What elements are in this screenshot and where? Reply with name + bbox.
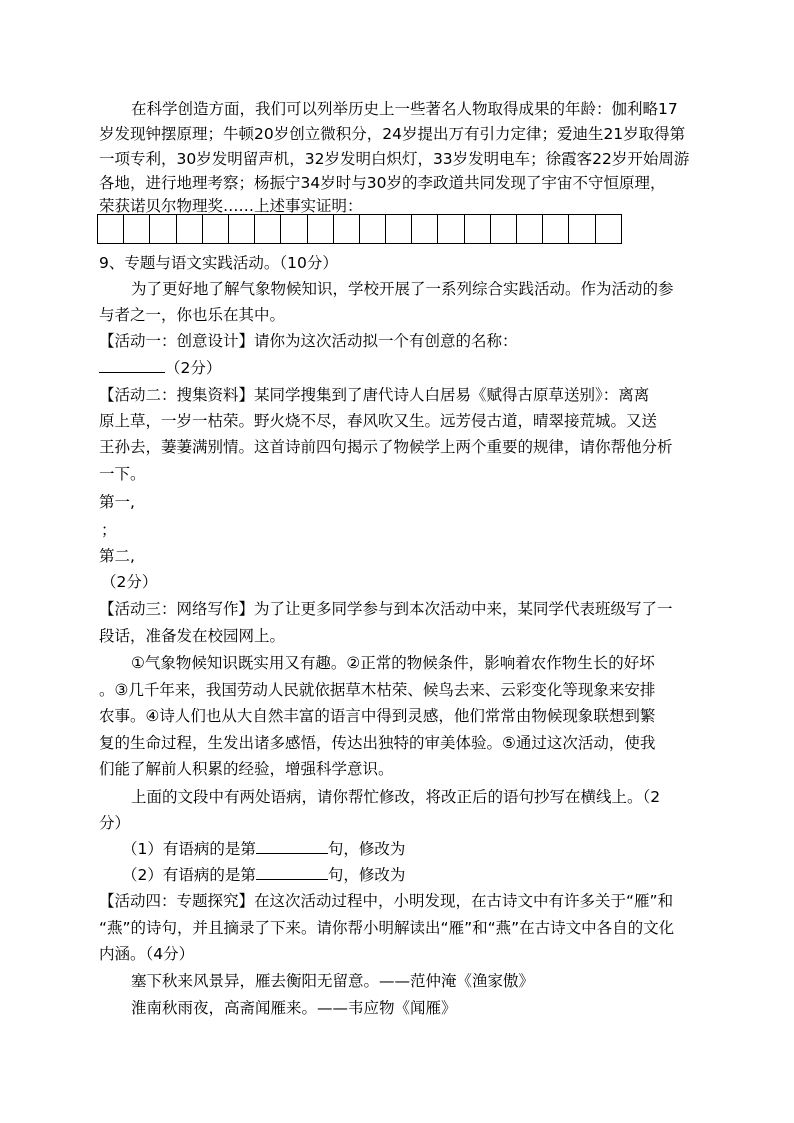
- activity-three-line: 段话，准备发在校园网上。: [99, 627, 286, 645]
- fix-one: （1）有语病的是第 句，修改为: [122, 840, 406, 858]
- activity-two-line: 一下。: [99, 465, 146, 483]
- name-blank[interactable]: [99, 358, 165, 373]
- grid-cell[interactable]: [360, 214, 386, 244]
- sentence-number-blank[interactable]: [256, 839, 328, 854]
- paragraph-line: 复的生命过程，生发出诸多感悟，传达出独特的审美体验。⑤通过这次活动，使我: [99, 734, 656, 752]
- poem-line: 塞下秋来风景异，雁去衡阳无留意。——范仲淹《渔家傲》: [131, 972, 535, 990]
- activity-one-answer: [99, 358, 221, 378]
- sentence-number-blank[interactable]: [256, 865, 328, 880]
- paragraph-line: 们能了解前人积累的经验，增强科学意识。: [99, 760, 394, 778]
- activity-four-line: 内涵。（4分）: [99, 945, 195, 963]
- grid-cell[interactable]: [150, 214, 176, 244]
- answer-second: 第二,: [99, 547, 135, 565]
- grid-cell[interactable]: [569, 214, 595, 244]
- activity-two-line: 王孙去，萋萋满别情。这首诗前四句揭示了物候学上两个重要的规律，请你帮他分析: [99, 438, 673, 456]
- grid-cell[interactable]: [98, 214, 124, 244]
- grid-cell[interactable]: [517, 214, 543, 244]
- activity-two: 【活动二：搜集资料】某同学搜集到了唐代诗人白居易《赋得古原草送别》：离离: [99, 386, 650, 404]
- grid-cell[interactable]: [281, 214, 307, 244]
- paragraph-line: 农事。④诗人们也从大自然丰富的语言中得到灵感，他们常常由物候现象联想到繁: [99, 707, 656, 725]
- instruction-line: 分）: [99, 814, 131, 832]
- passage-line: 在科学创造方面，我们可以列举历史上一些著名人物取得成果的年龄：伽利略17: [131, 100, 678, 118]
- paragraph-line: ①气象物候知识既实用又有趣。②正常的物候条件，影响着农作物生长的好坏: [131, 654, 655, 672]
- grid-cell[interactable]: [412, 214, 438, 244]
- activity-two-line: 原上草，一岁一枯荣。野火烧不尽，春风吹又生。远芳侵古道，晴翠接荒城。又送: [99, 412, 658, 430]
- intro-line: 与者之一，你也乐在其中。: [99, 306, 286, 324]
- activity-two-score: （2分）: [101, 573, 158, 591]
- activity-four: 【活动四：专题探究】在这次活动过程中，小明发现，在古诗文中有许多关于“雁”和: [99, 892, 674, 910]
- answer-first: 第一,: [99, 493, 135, 511]
- activity-one: 【活动一：创意设计】请你为这次活动拟一个有创意的名称：: [99, 332, 518, 350]
- passage-line: 荣获诺贝尔物理奖……上述事实证明：: [99, 197, 363, 215]
- passage-line: 各地，进行地理考察；杨振宁34岁时与30岁的李政道共同发现了宇宙不守恒原理，: [99, 174, 666, 192]
- grid-cell[interactable]: [124, 214, 150, 244]
- grid-cell[interactable]: [308, 214, 334, 244]
- grid-cell[interactable]: [465, 214, 491, 244]
- paragraph-line: 。③几千年来，我国劳动人民就依据草木枯荣、候鸟去来、云彩变化等现象来安排: [99, 681, 656, 699]
- grid-cell[interactable]: [386, 214, 412, 244]
- activity-four-line: “燕”的诗句，并且摘录了下来。请你帮小明解读出“雁”和“燕”在古诗文中各自的文化: [99, 919, 675, 937]
- grid-cell[interactable]: [177, 214, 203, 244]
- answer-semicolon: ；: [101, 521, 117, 539]
- intro-line: 为了更好地了解气象物候知识，学校开展了一系列综合实践活动。作为活动的参: [131, 280, 674, 298]
- grid-cell[interactable]: [229, 214, 255, 244]
- grid-cell[interactable]: [543, 214, 569, 244]
- fix-two: （2）有语病的是第 句，修改为: [122, 866, 406, 884]
- grid-cell[interactable]: [255, 214, 281, 244]
- grid-cell[interactable]: [438, 214, 464, 244]
- passage-line: 岁发现钟摆原理；牛顿20岁创立微积分，24岁提出万有引力定律；爱迪生21岁取得第: [99, 125, 686, 143]
- question-title: 9、专题与语文实践活动。（10分）: [99, 254, 338, 272]
- poem-line: 淮南秋雨夜，高斋闻雁来。——韦应物《闻雁》: [131, 999, 457, 1017]
- grid-cell[interactable]: [491, 214, 517, 244]
- instruction-line: 上面的文段中有两处语病，请你帮忙修改，将改正后的语句抄写在横线上。（2: [131, 788, 661, 806]
- answer-grid[interactable]: [97, 214, 622, 244]
- grid-cell[interactable]: [334, 214, 360, 244]
- grid-cell[interactable]: [203, 214, 229, 244]
- activity-one-score: （2分）: [165, 359, 222, 377]
- activity-three: 【活动三：网络写作】为了让更多同学参与到本次活动中来，某同学代表班级写了一: [99, 600, 673, 618]
- grid-cell[interactable]: [596, 214, 622, 244]
- passage-line: 一项专利，30岁发明留声机，32岁发明白炽灯，33岁发明电车；徐霞客22岁开始周游: [99, 150, 690, 168]
